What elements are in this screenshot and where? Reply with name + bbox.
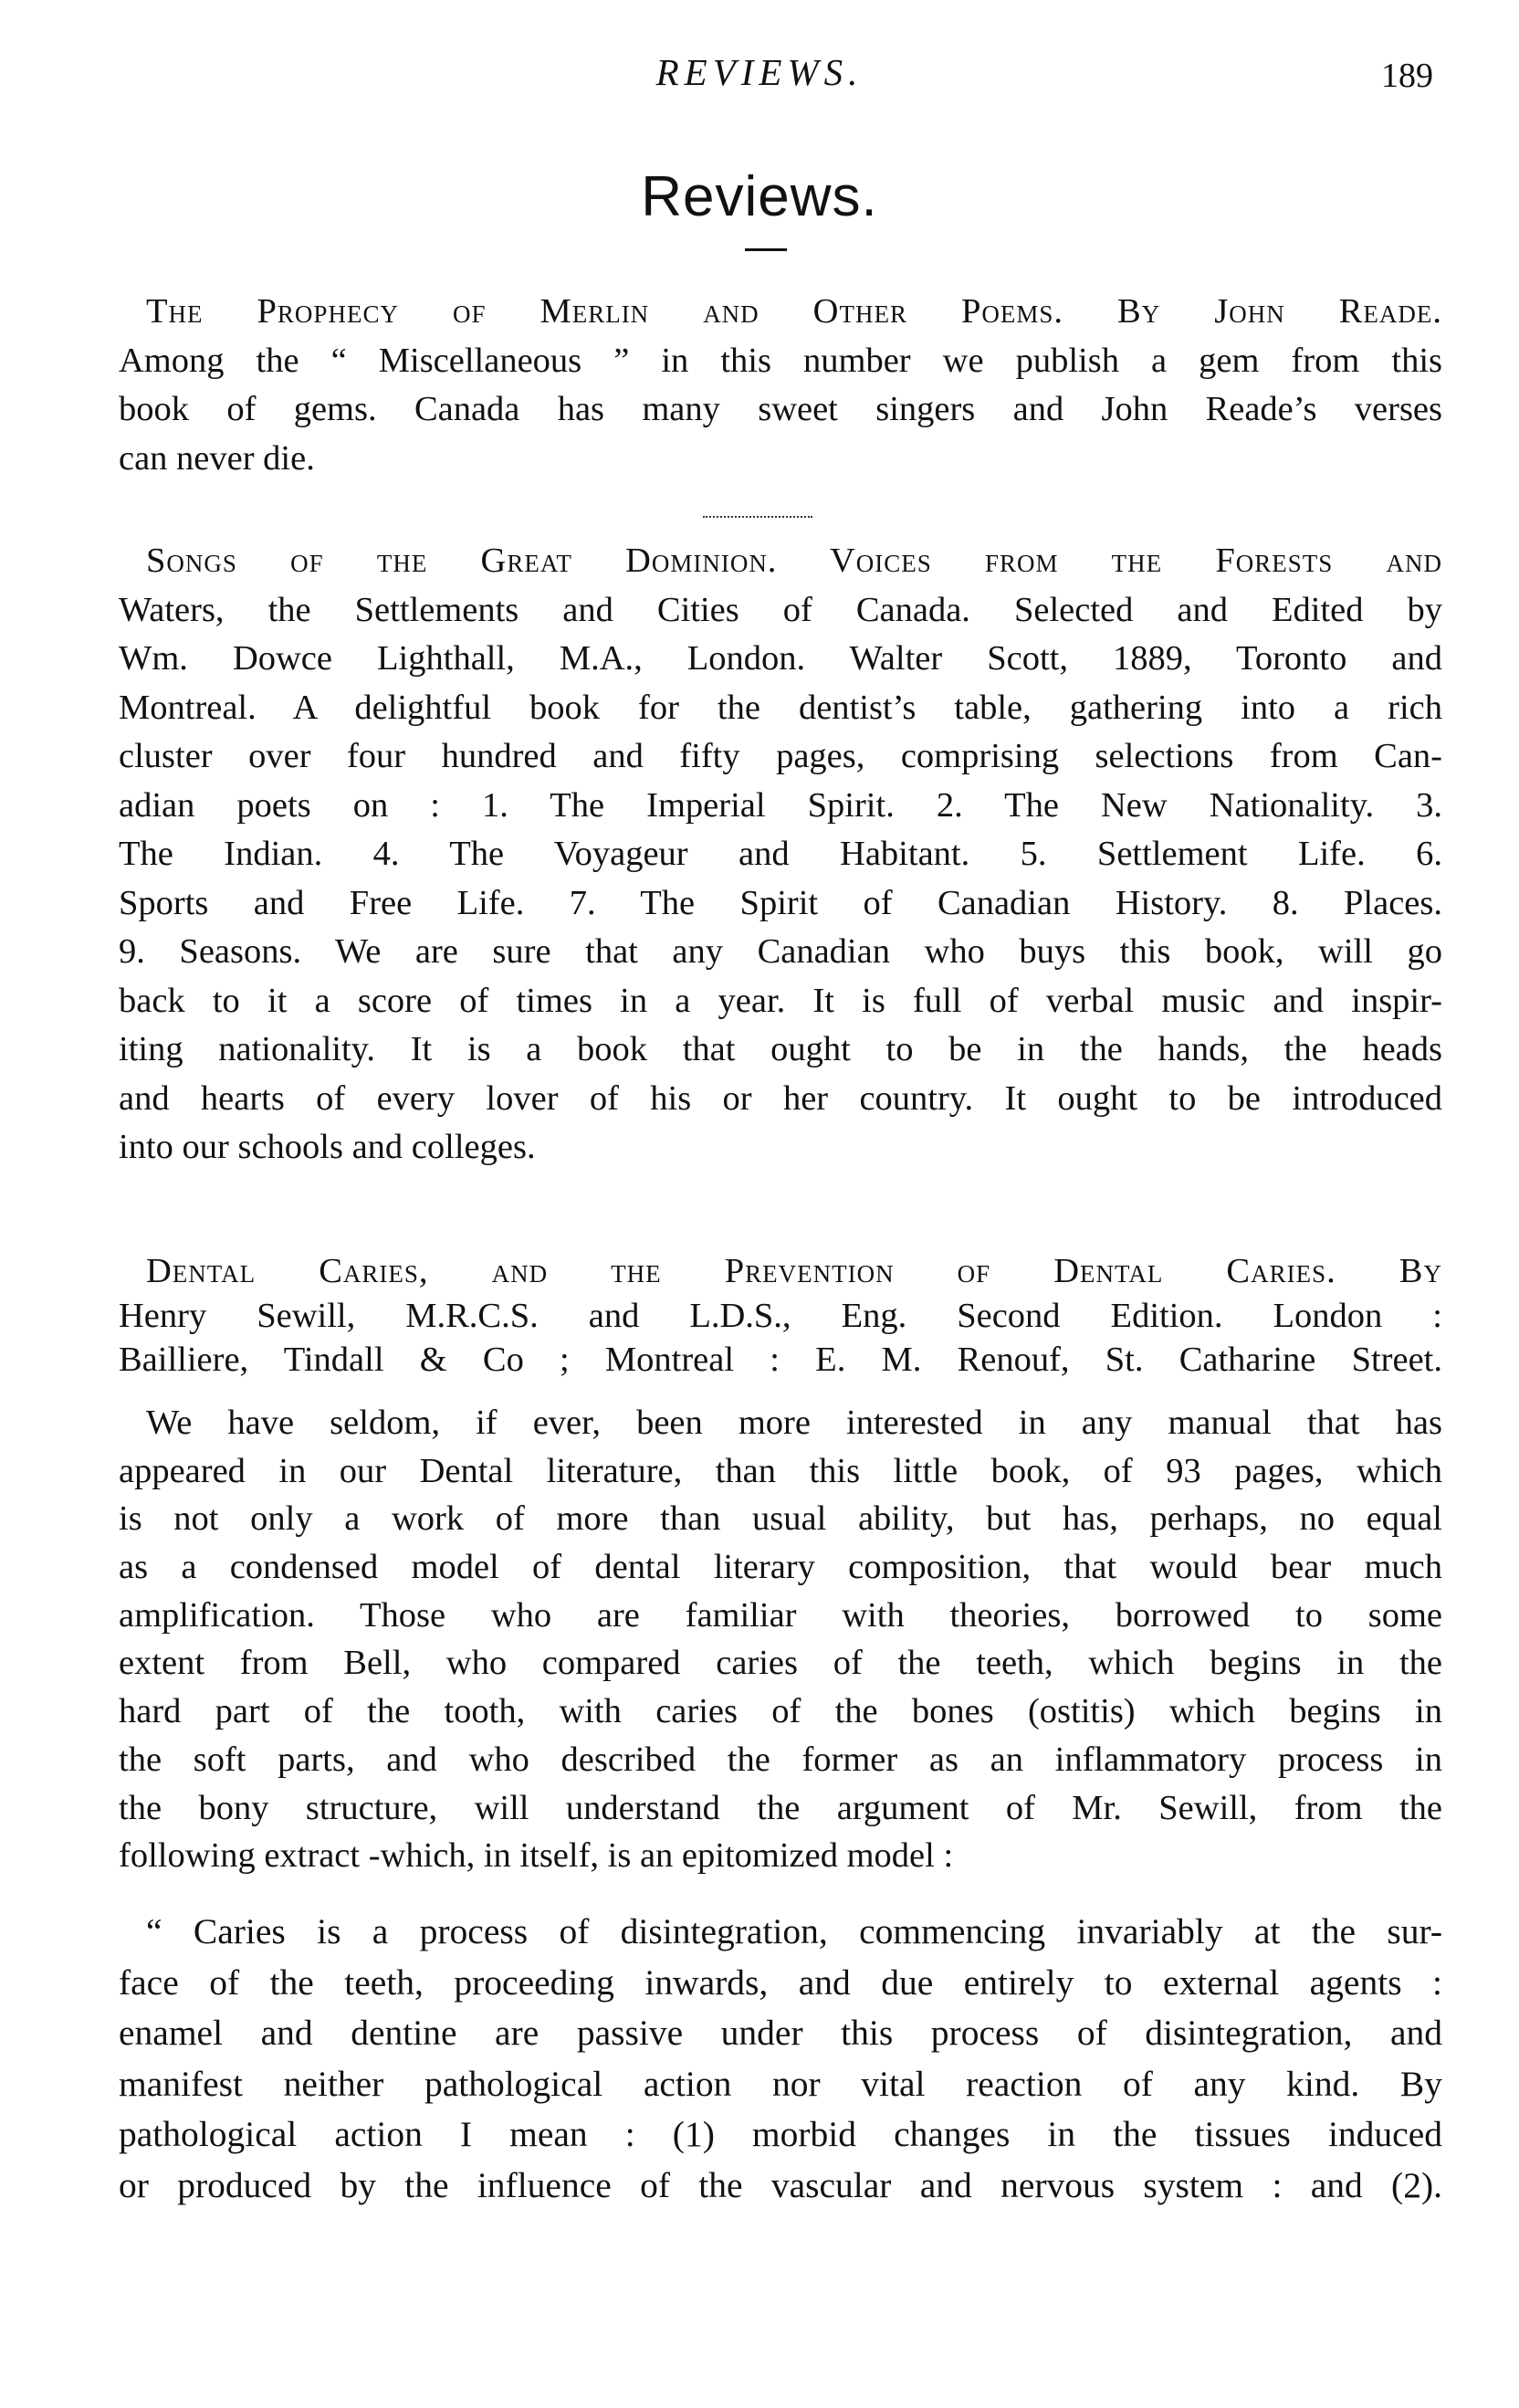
review-merlin [119,288,1442,483]
review-line: cluster over four hundred and fifty pages, comprising selections from Can- [119,737,1442,775]
quote-line: pathological action I mean : (1) morbid changes in the tissues induced [119,2114,1442,2154]
review-line: and hearts of every lover of his or her country. It ought to be introduced [119,1078,1442,1118]
review-line: We have seldom, if ever, been more interested in any manual that has [146,1404,1442,1442]
heading-rule [745,248,787,251]
review-line: book of gems. Canada has many sweet singers and John Reade’s verses [119,390,1442,428]
quote-line: manifest neither pathological action nor vital reaction of any kind. By [119,2063,1442,2104]
review-line: Sports and Free Life. 7. The Spirit of Canadian History. 8. Places. [119,883,1442,922]
block-quote [119,1907,1442,2211]
review-line: Dental Caries, and the Prevention of Dental Caries. By [146,1252,1442,1290]
review-line: back to it a score of times in a year. It is full of verbal music and inspir- [119,981,1442,1020]
review-line: following extract -which, in itself, is an epitomized model : [119,1836,954,1876]
quote-line: or produced by the influence of the vascular and nervous system : and (2). [119,2164,1442,2205]
review-line: Henry Sewill, M.R.C.S. and L.D.S., Eng. Second Edition. London : [119,1296,1442,1335]
running-head [0,50,1519,105]
review-line: extent from Bell, who compared caries of the teeth, which begins in the [119,1644,1442,1683]
review-line: Among the “ Miscellaneous ” in this number we publish a gem from this [119,341,1442,380]
quote-line: face of the teeth, proceeding inwards, and due entirely to external agents : [119,1961,1442,2003]
review-songs [119,537,1442,1172]
review-line: hard part of the tooth, with caries of the bones (ostitis) which begins in [119,1692,1442,1731]
review-dental-caries-body [119,1399,1442,1880]
review-line: the bony structure, will understand the argument of Mr. Sewill, from the [119,1788,1442,1827]
review-line: The Indian. 4. The Voyageur and Habitant. 5. Settlement Life. 6. [119,835,1442,873]
quote-line: “ Caries is a process of disintegration, commencing invariably at the sur- [146,1911,1442,1951]
section-heading: Reviews. [641,165,878,228]
review-line: 9. Seasons. We are sure that any Canadian who buys this book, will go [119,932,1442,971]
review-line: Waters, the Settlements and Cities of Canada. Selected and Edited by [119,590,1442,629]
review-dental-caries-header [119,1249,1442,1383]
review-line: amplification. Those who are familiar with theories, borrowed to some [119,1595,1442,1635]
quote-line: enamel and dentine are passive under this process of disintegration, and [119,2013,1442,2053]
review-line: adian poets on : 1. The Imperial Spirit. 2. The New Nationality. 3. [119,785,1442,825]
review-line: The Prophecy of Merlin and Other Poems. By John Reade. [146,292,1442,331]
running-title: REVIEWS. [655,51,864,93]
page-number: 189 [1381,57,1433,95]
review-line: is not only a work of more than usual ability, but has, perhaps, no equal [119,1499,1442,1539]
review-line: Montreal. A delightful book for the dentist’s table, gathering into a rich [119,688,1442,727]
review-line: Bailliere, Tindall & Co ; Montreal : E. M. Renouf, St. Catharine Street. [119,1341,1442,1379]
review-line: into our schools and colleges. [119,1128,536,1166]
review-line: the soft parts, and who described the former as an inflammatory process in [119,1740,1442,1779]
review-line: as a condensed model of dental literary composition, that would bear much [119,1548,1442,1587]
review-line: can never die. [119,438,315,478]
review-line: Songs of the Great Dominion. Voices from the Forests and [146,542,1442,580]
review-line: appeared in our Dental literature, than this little book, of 93 pages, which [119,1451,1442,1490]
review-line: iting nationality. It is a book that ought to be in the hands, the heads [119,1030,1442,1068]
review-line: Wm. Dowce Lighthall, M.A., London. Walter Scott, 1889, Toronto and [119,639,1442,678]
section-divider [703,516,812,520]
